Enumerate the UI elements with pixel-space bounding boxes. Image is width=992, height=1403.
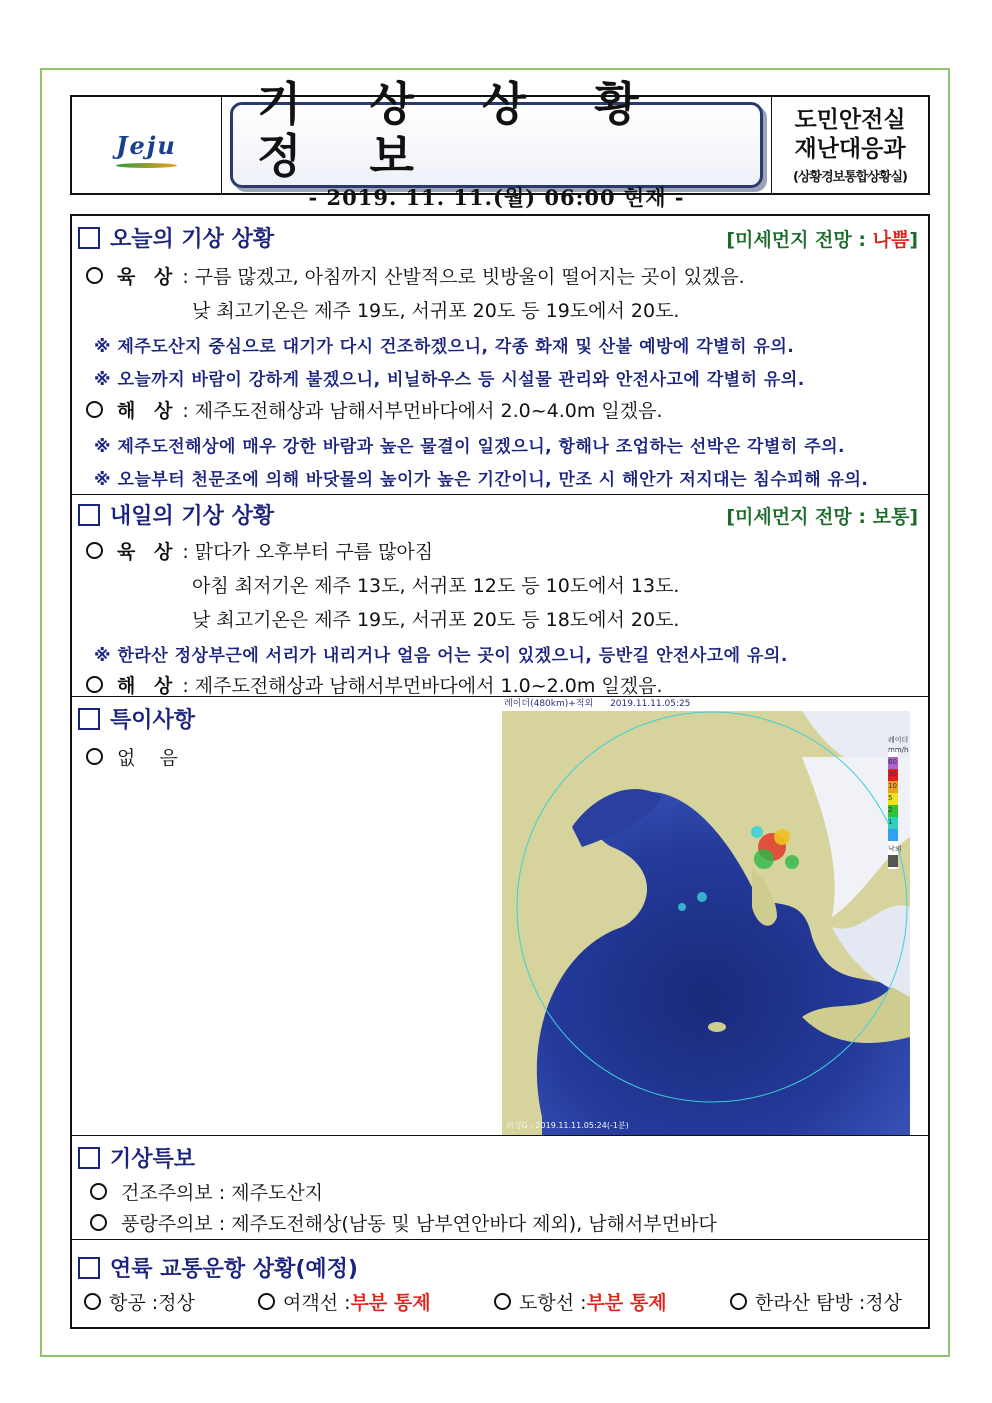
- dust-value: 보통: [872, 506, 910, 528]
- title-box: [230, 77, 763, 210]
- document-header: [70, 77, 930, 210]
- radar-satellite-image: [502, 697, 910, 1135]
- hallasan-label: 한라산 탐방 :: [755, 1292, 866, 1314]
- sea-text: : 제주도전해상과 남해서부먼바다에서 1.0~2.0m 일겠음.: [182, 675, 663, 697]
- radar-legend: [888, 735, 910, 854]
- legend-value: 10: [888, 782, 897, 790]
- tomorrow-land-min: 아침 최저기온 제주 13도, 서귀포 12도 등 10도에서 13도.: [192, 575, 680, 597]
- dust-close: ]: [909, 229, 918, 251]
- logo-cell: [72, 97, 222, 193]
- checkbox-icon: [78, 504, 100, 526]
- traffic-section: [72, 1240, 928, 1327]
- bullet-circle-icon: [90, 1214, 107, 1231]
- air-value: 정상: [158, 1292, 195, 1314]
- today-sea: [86, 396, 663, 423]
- bullet-circle-icon: [86, 748, 103, 765]
- radar-title: 레이더(480km)+적외: [504, 699, 594, 709]
- dust-label: [미세먼지 전망 :: [726, 229, 873, 251]
- today-dust-forecast: [726, 225, 918, 252]
- sea-label: 해 상: [117, 400, 179, 422]
- radar-map-icon: [502, 697, 910, 1135]
- warning-text: 풍랑주의보 : 제주도전해상(남동 및 남부연안바다 제외), 남해서부먼바다: [121, 1213, 717, 1235]
- air-label: 항공 :: [109, 1292, 159, 1314]
- checkbox-icon: [78, 1147, 100, 1169]
- island-label: 도항선 :: [519, 1292, 587, 1314]
- bullet-circle-icon: [86, 542, 103, 559]
- dust-value: 나쁨: [872, 229, 910, 251]
- warnings-heading-text: 기상특보: [110, 1147, 196, 1172]
- sea-label: 해 상: [117, 675, 179, 697]
- radar-footer: 위성G : 2019.11.11.05:24(-1분): [506, 1121, 629, 1130]
- tomorrow-dust-forecast: [726, 502, 918, 529]
- warning-text: 건조주의보 : 제주도산지: [121, 1182, 324, 1204]
- special-item: [86, 743, 178, 770]
- warning-item-wave: [90, 1209, 717, 1236]
- legend-value: 2: [888, 806, 893, 814]
- report-body: [70, 214, 930, 1329]
- page-title: 기 상 상 황 정 보: [257, 77, 665, 183]
- traffic-heading: [78, 1252, 358, 1283]
- today-heading: [78, 222, 274, 253]
- jeju-logo: [116, 131, 177, 160]
- today-note-4: ※ 오늘부터 천문조에 의해 바닷물의 높이가 높은 기간이니, 만조 시 해안가 저지대는 침수피해 유의.: [94, 470, 869, 490]
- legend-lightning: 낙뢰: [888, 845, 902, 853]
- logo-swoosh-icon: [116, 163, 177, 168]
- bullet-circle-icon: [84, 1293, 101, 1310]
- ferry-label: 여객선 :: [283, 1292, 351, 1314]
- dust-label: [미세먼지 전망 :: [726, 506, 873, 528]
- tomorrow-heading: [78, 499, 274, 530]
- legend-title: 레이더: [888, 736, 909, 744]
- warnings-heading: [78, 1142, 195, 1173]
- special-section: [72, 697, 928, 1136]
- tomorrow-land: [86, 537, 433, 564]
- today-note-2: ※ 오늘까지 바람이 강하게 불겠으니, 비닐하우스 등 시설물 관리와 안전사고에 각별히 유의.: [94, 370, 805, 390]
- title-cell: [222, 77, 772, 210]
- ferry-value: 부분 통제: [350, 1292, 431, 1314]
- tomorrow-section: [72, 495, 928, 697]
- special-heading-text: 특이사항: [110, 708, 196, 733]
- department-cell: [772, 97, 928, 193]
- bullet-circle-icon: [90, 1183, 107, 1200]
- office-name: (상황경보통합상황실): [793, 169, 907, 185]
- traffic-heading-text: 연륙 교통운항 상황(예정): [110, 1257, 358, 1282]
- tomorrow-land-max: 낮 최고기온은 제주 19도, 서귀포 20도 등 18도에서 20도.: [192, 609, 680, 631]
- logo-text: Jeju: [116, 130, 177, 160]
- land-label: 육 상: [117, 266, 179, 288]
- special-item-text: 없 음: [117, 747, 178, 769]
- bullet-circle-icon: [494, 1293, 511, 1310]
- traffic-ferry: [258, 1288, 431, 1315]
- island-value: 부분 통제: [586, 1292, 667, 1314]
- today-section: [72, 216, 928, 495]
- bullet-circle-icon: [730, 1293, 747, 1310]
- legend-value: 60: [888, 758, 897, 766]
- radar-time: 2019.11.11.05:25: [610, 699, 691, 709]
- traffic-air: [84, 1288, 195, 1315]
- tomorrow-note-1: ※ 한라산 정상부근에 서리가 내리거나 얼음 어는 곳이 있겠으니, 등반길 안전사고에 유의.: [94, 646, 788, 666]
- hallasan-value: 정상: [865, 1292, 902, 1314]
- warnings-section: [72, 1136, 928, 1240]
- dust-close: ]: [909, 506, 918, 528]
- warning-item-dry: [90, 1178, 323, 1205]
- today-land: [86, 262, 745, 289]
- bullet-circle-icon: [258, 1293, 275, 1310]
- traffic-island-ferry: [494, 1288, 667, 1315]
- radar-caption: [502, 697, 910, 711]
- traffic-hallasan: [730, 1288, 902, 1315]
- bullet-circle-icon: [86, 267, 103, 284]
- today-note-1: ※ 제주도산지 중심으로 대기가 다시 건조하겠으니, 각종 화재 및 산불 예방에 각별히 유의.: [94, 337, 795, 357]
- checkbox-icon: [78, 1257, 100, 1279]
- legend-value: 5: [888, 794, 893, 802]
- legend-unit: mm/h: [888, 746, 909, 754]
- special-heading: [78, 703, 195, 734]
- department-name: 도민안전실: [794, 106, 906, 133]
- tomorrow-heading-text: 내일의 기상 상황: [110, 504, 275, 529]
- today-heading-text: 오늘의 기상 상황: [110, 227, 275, 252]
- checkbox-icon: [78, 227, 100, 249]
- bullet-circle-icon: [86, 676, 103, 693]
- land-text: : 구름 많겠고, 아침까지 산발적으로 빗방울이 떨어지는 곳이 있겠음.: [182, 266, 745, 288]
- today-note-3: ※ 제주도전해상에 매우 강한 바람과 높은 물결이 일겠으니, 항해나 조업하는 선박은 각별히 주의.: [94, 437, 845, 457]
- bullet-circle-icon: [86, 401, 103, 418]
- division-name: 재난대응과: [794, 135, 906, 162]
- land-label: 육 상: [117, 541, 179, 563]
- legend-value: 1: [888, 818, 893, 826]
- issue-date: - 2019. 11. 11.(월) 06:00 현재 -: [308, 185, 685, 210]
- legend-value: 30: [888, 770, 897, 778]
- checkbox-icon: [78, 708, 100, 730]
- today-land-temp: 낮 최고기온은 제주 19도, 서귀포 20도 등 19도에서 20도.: [192, 300, 680, 322]
- sea-text: : 제주도전해상과 남해서부먼바다에서 2.0~4.0m 일겠음.: [182, 400, 663, 422]
- tomorrow-sea: [86, 671, 663, 698]
- land-text: : 맑다가 오후부터 구름 많아짐: [182, 541, 434, 563]
